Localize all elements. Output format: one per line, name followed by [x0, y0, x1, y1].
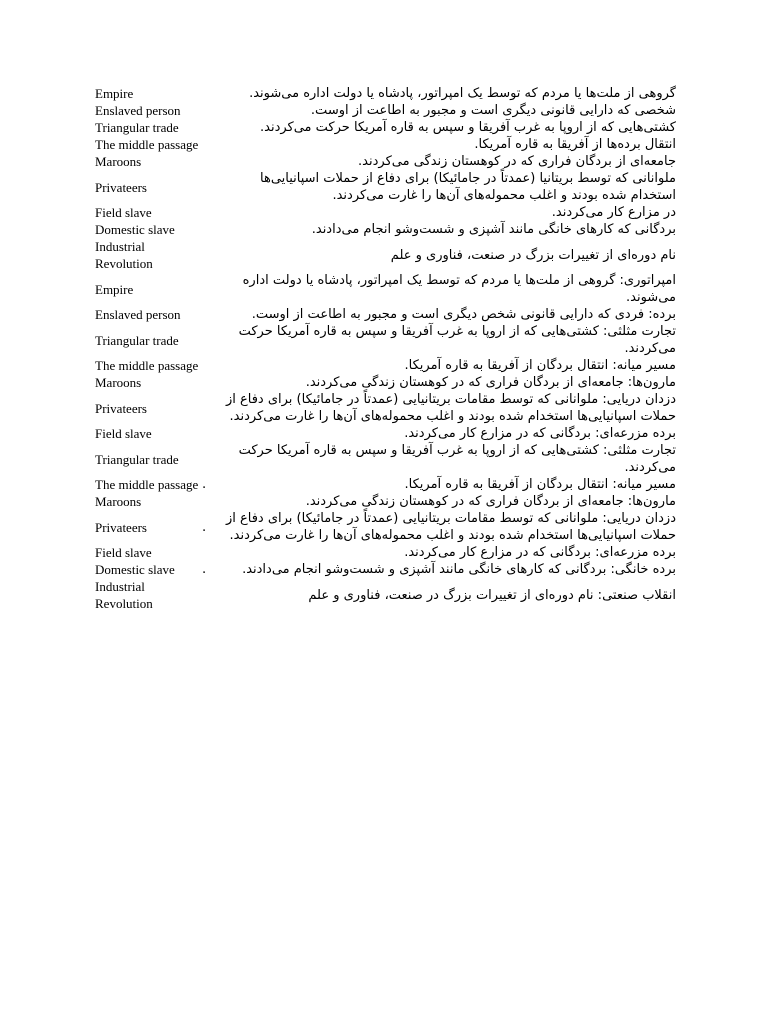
definition: شخصی که دارایی قانونی دیگری است و مجبور به اطاعت از اوست.	[310, 103, 676, 118]
term: The middle passage	[95, 358, 199, 373]
definition: امپراتوری: گروهی از ملت‌ها یا مردم که توسط یک امپراتور، پادشاه یا دولت اداره می‌شوند.	[242, 273, 676, 305]
definition: مسیر میانه: انتقال بردگان از آفریقا به قاره آمریکا.	[404, 477, 676, 492]
definition: مارون‌ها: جامعه‌ای از بردگان فراری که در کوهستان زندگی می‌کردند.	[305, 494, 676, 509]
definition: تجارت مثلثی: کشتی‌هایی که از اروپا به غرب آفریقا و سپس به قاره آمریکا حرکت می‌کردند.	[238, 324, 676, 356]
glossary-row	[92, 119, 676, 136]
glossary-row	[92, 136, 676, 153]
definition: دزدان دریایی: ملوانانی که توسط مقامات بریتانیایی (عمدتاً در جامائیکا) برای دفاع از حملات اسپانیایی‌ها استخدام شده بودند و اغلب محموله‌های آن‌ها را غارت می‌کردند.	[225, 392, 676, 424]
definition: برده: فردی که دارایی قانونی شخص دیگری است و مجبور به اطاعت از اوست.	[251, 307, 676, 322]
glossary-row	[92, 374, 676, 391]
definition: گروهی از ملت‌ها یا مردم که توسط یک امپراتور، پادشاه یا دولت اداره می‌شوند.	[249, 86, 676, 101]
glossary-row	[92, 306, 676, 323]
glossary-row	[92, 544, 676, 561]
term: Maroons	[95, 154, 142, 169]
definition: جامعه‌ای از بردگان فراری که در کوهستان زندگی می‌کردند.	[358, 154, 676, 169]
term: Enslaved person	[95, 103, 181, 118]
term: Triangular trade	[95, 120, 179, 135]
glossary-row	[92, 493, 676, 510]
term: The middle passage	[95, 477, 199, 492]
row-mark: .	[202, 519, 207, 535]
glossary-row	[92, 391, 676, 425]
glossary-row	[92, 510, 676, 544]
term: Privateers	[95, 400, 147, 416]
glossary-row	[92, 272, 676, 306]
row-mark: .	[202, 477, 207, 492]
term: Privateers	[95, 519, 147, 535]
definition: برده مزرعه‌ای: بردگانی که در مزارع کار می‌کردند.	[404, 426, 676, 441]
term: Triangular trade	[95, 332, 179, 348]
definition: تجارت مثلثی: کشتی‌هایی که از اروپا به غرب آفریقا و سپس به قاره آمریکا حرکت می‌کردند.	[238, 443, 676, 475]
term: Domestic slave	[95, 562, 175, 577]
glossary-row	[92, 204, 676, 221]
glossary-row	[92, 578, 676, 612]
term: Maroons	[95, 375, 142, 390]
definition: کشتی‌هایی که از اروپا به غرب آفریقا و سپس به قاره آمریکا حرکت می‌کردند.	[260, 120, 676, 135]
definition: انقلاب صنعتی: نام دوره‌ای از تغییرات بزرگ در صنعت، فناوری و علم	[308, 587, 676, 603]
definition: بردگانی که کارهای خانگی مانند آشپزی و شست‌وشو انجام می‌دادند.	[311, 222, 676, 237]
term: Industrial Revolution	[95, 579, 153, 611]
glossary-row	[92, 153, 676, 170]
glossary-table	[92, 85, 676, 612]
term: Empire	[95, 281, 134, 297]
definition: در مزارع کار می‌کردند.	[551, 205, 676, 220]
definition: برده خانگی: بردگانی که کارهای خانگی مانند آشپزی و شست‌وشو انجام می‌دادند.	[242, 562, 676, 577]
term: Field slave	[95, 545, 152, 560]
glossary-row	[92, 170, 676, 204]
definition: انتقال برده‌ها از آفریقا به قاره آمریکا.	[474, 137, 676, 152]
term: Industrial Revolution	[95, 239, 153, 271]
term: Enslaved person	[95, 307, 181, 322]
glossary-row	[92, 221, 676, 238]
glossary-row	[92, 323, 676, 357]
term: Maroons	[95, 494, 142, 509]
term: Privateers	[95, 179, 147, 195]
glossary-row	[92, 442, 676, 476]
term: Domestic slave	[95, 222, 175, 237]
definition: مسیر میانه: انتقال بردگان از آفریقا به قاره آمریکا.	[404, 358, 676, 373]
term: Empire	[95, 86, 134, 101]
definition: دزدان دریایی: ملوانانی که توسط مقامات بریتانیایی (عمدتاً در جامائیکا) برای دفاع از حملات اسپانیایی‌ها استخدام شده بودند و اغلب محموله‌های آن‌ها را غارت می‌کردند.	[225, 511, 676, 543]
definition: ملوانانی که توسط بریتانیا (عمدتاً در جامائیکا) برای دفاع از حملات اسپانیایی‌ها استخدام شده بودند و اغلب محموله‌های آن‌ها را غارت می‌کردند.	[260, 171, 676, 203]
row-mark: .	[202, 562, 207, 577]
term: Field slave	[95, 205, 152, 220]
glossary-row	[92, 85, 676, 102]
definition: برده مزرعه‌ای: بردگانی که در مزارع کار می‌کردند.	[404, 545, 676, 560]
term: Triangular trade	[95, 451, 179, 467]
glossary-row	[92, 102, 676, 119]
term: Field slave	[95, 426, 152, 441]
glossary-row	[92, 357, 676, 374]
glossary-row	[92, 238, 676, 272]
glossary-row	[92, 476, 676, 493]
definition: مارون‌ها: جامعه‌ای از بردگان فراری که در کوهستان زندگی می‌کردند.	[305, 375, 676, 390]
definition: نام دوره‌ای از تغییرات بزرگ در صنعت، فناوری و علم	[390, 247, 676, 263]
glossary-row	[92, 425, 676, 442]
glossary-row	[92, 561, 676, 578]
term: The middle passage	[95, 137, 199, 152]
